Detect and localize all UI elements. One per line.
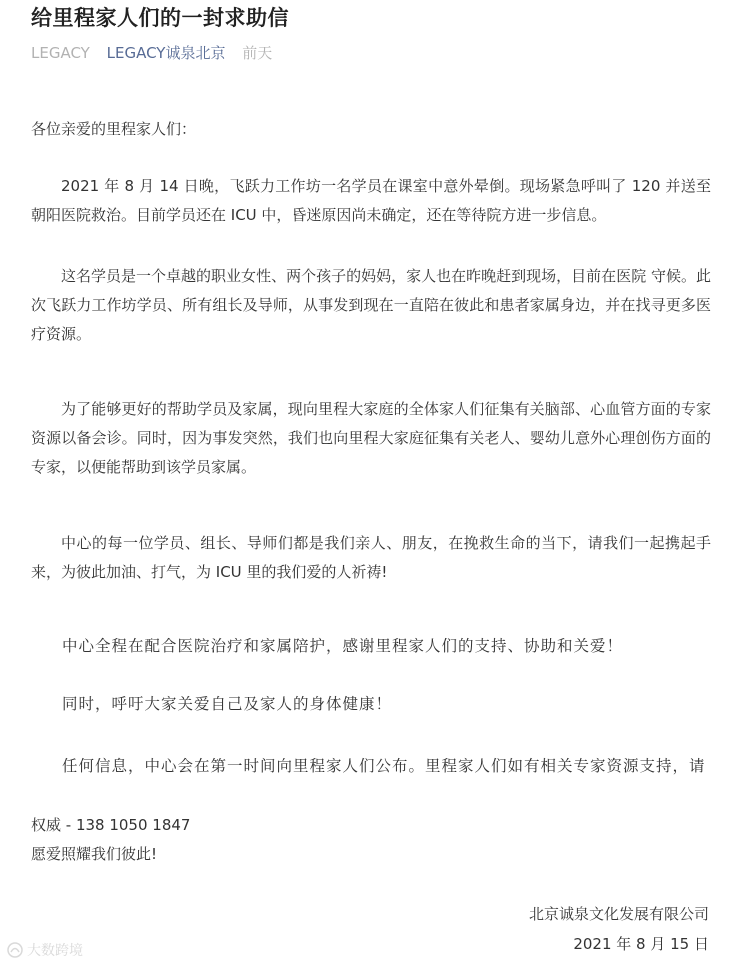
contact-line: 权威 - 138 1050 1847 (31, 816, 191, 834)
publish-time: 前天 (242, 44, 273, 62)
paragraph-6: 同时，呼吁大家关爱自己及家人的身体健康！ (62, 695, 393, 713)
watermark (6, 940, 83, 960)
greeting: 各位亲爱的里程家人们： (31, 120, 197, 138)
paragraph-1: 2021 年 8 月 14 日晚，飞跃力工作坊一名学员在课室中意外晕倒。现场紧急呼叫了 120 并送至朝阳医院救治。目前学员还在 ICU 中，昏迷原因尚未确定，还在等待院方进一步信息。 (31, 177, 711, 224)
blessing-line: 愿爱照耀我们彼此! (31, 845, 158, 863)
paragraph-4: 中心的每一位学员、组长、导师们都是我们亲人、朋友，在挽救生命的当下，请我们一起携起手来，为彼此加油、打气，为 ICU 里的我们爱的人祈祷! (31, 534, 711, 581)
account-link[interactable]: LEGACY诚泉北京 (106, 44, 226, 62)
paragraph-7: 任何信息，中心会在第一时间向里程家人们公布。里程家人们如有相关专家资源支持，请 (62, 757, 706, 775)
paragraph-2: 这名学员是一个卓越的职业女性、两个孩子的妈妈，家人也在昨晚赶到现场，目前在医院 守候。此次飞跃力工作坊学员、所有组长及导师，从事发到现在一直陪在彼此和患者家属身边，并在找寻更多医疗资源。 (31, 267, 711, 343)
article-title: 给里程家人们的一封求助信 (31, 6, 289, 30)
paragraph-3: 为了能够更好的帮助学员及家属，现向里程大家庭的全体家人们征集有关脑部、心血管方面的专家资源以备会诊。同时，因为事发突然，我们也向里程大家庭征集有关老人、婴幼儿意外心理创伤方面的专家，以便能帮助到该学员家属。 (31, 400, 711, 476)
article-meta (31, 42, 284, 63)
paragraph-5: 中心全程在配合医院治疗和家属陪护，感谢里程家人们的支持、协助和关爱！ (62, 637, 624, 655)
watermark-text: 大数跨境 (27, 943, 83, 959)
signature-date: 2021 年 8 月 15 日 (573, 935, 709, 953)
author-name: LEGACY (31, 44, 90, 62)
watermark-logo-icon (6, 941, 24, 959)
signature-company: 北京诚泉文化发展有限公司 (528, 905, 709, 923)
